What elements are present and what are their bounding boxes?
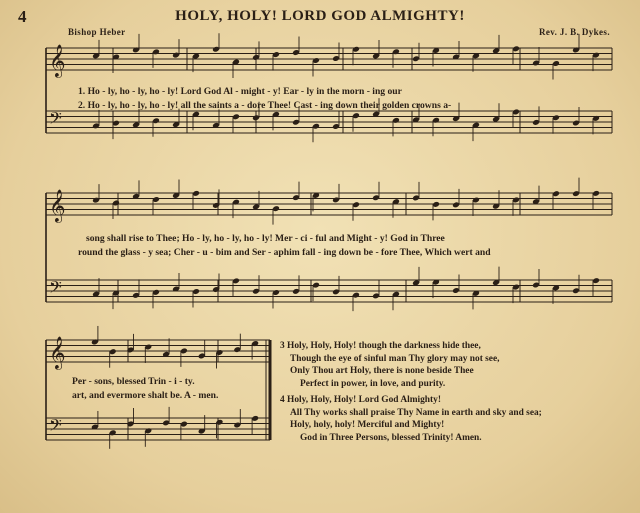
composer-credit: Rev. J. B. Dykes. xyxy=(538,27,610,37)
verse-line: Only Thou art Holy, there is none beside Thee xyxy=(290,366,474,377)
verse-line: 4 Holy, Holy, Holy! Lord God Almighty! xyxy=(280,395,441,405)
system3-lyric-line1: Per - sons, blessed Trin - i - ty. xyxy=(72,376,195,387)
bass-clef-icon: 𝄢 xyxy=(49,277,62,301)
verse-line: Though the eye of sinful man Thy glory may not see, xyxy=(290,353,500,364)
system2-lyric-line1: song shall rise to Thee; Ho - ly, ho - ly, ho - ly! Mer - ci - ful and Might - y! God in Three xyxy=(86,233,445,244)
verse-line: Holy, holy, holy! Merciful and Mighty! xyxy=(290,420,445,431)
hymn-title: HOLY, HOLY! LORD GOD ALMIGHTY! xyxy=(175,8,465,24)
treble-clef-icon: 𝄞 xyxy=(49,44,66,77)
verse-3 xyxy=(280,340,499,390)
system1-lyric-line1: 1. Ho - ly, ho - ly, ho - ly! Lord God Al - might - y! Ear - ly in the morn - ing our xyxy=(78,86,402,97)
bass-clef-icon: 𝄢 xyxy=(49,415,62,439)
verse-line: God in Three Persons, blessed Trinity! Amen. xyxy=(300,432,482,443)
verse-line: Perfect in power, in love, and purity. xyxy=(300,378,446,389)
system3-lyric-line2: art, and evermore shalt be. A - men. xyxy=(72,390,219,401)
lyricist-credit: Bishop Heber xyxy=(68,27,126,37)
page-number: 4 xyxy=(18,7,27,26)
treble-clef-icon: 𝄞 xyxy=(49,189,66,222)
verse-4 xyxy=(280,394,542,444)
treble-clef-icon: 𝄞 xyxy=(49,336,66,369)
verse-line: All Thy works shall praise Thy Name in earth and sky and sea; xyxy=(290,407,542,418)
system1-lyric-line2: 2. Ho - ly, ho - ly, ho - ly! all the saints a - dore Thee! Cast - ing down their golden crowns a- xyxy=(78,100,452,111)
verse-line: 3 Holy, Holy, Holy! though the darkness hide thee, xyxy=(280,341,481,351)
system2-lyric-line2: round the glass - y sea; Cher - u - bim and Ser - aphim fall - ing down be - fore Thee, Which wert and xyxy=(78,247,491,258)
bass-clef-icon: 𝄢 xyxy=(49,108,62,132)
